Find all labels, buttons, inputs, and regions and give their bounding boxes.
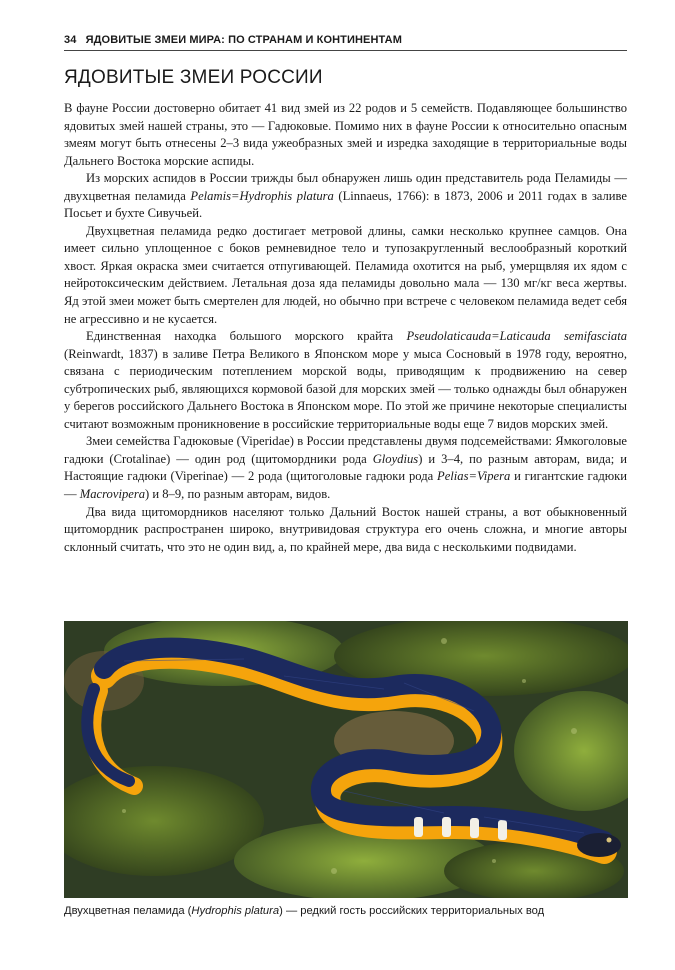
running-head-title: ЯДОВИТЫЕ ЗМЕИ МИРА: ПО СТРАНАМ И КОНТИНЕНТАМ: [85, 34, 402, 46]
section-title: ЯДОВИТЫЕ ЗМЕИ РОССИИ: [64, 67, 323, 88]
snake-illustration: [64, 621, 628, 898]
header-rule: [64, 50, 627, 51]
paragraph-5: Змеи семейства Гадюковые (Viperidae) в России представлены двумя подсемействами: Ямкоголовые гадюки (Crotalinae) — один род (щитомордники рода Gloydius) и 3–4, по разным авторам, вида; и Настоящие гадюки (Viperinae) — 2 рода (щитоголовые гадюки рода Pelias=Vipera и гигантские гадюки — Macrovipera) и 8–9, по разным авторам, видов.: [64, 434, 627, 502]
paragraph-3: Двухцветная пеламида редко достигает метровой длины, самки несколько крупнее самцов. Она имеет сильно уплощенное с боков ремневидное тело и тупозакругленный веслообразный короткий хвост. Яркая окраска змеи считается отпугивающей. Пеламида охотится на рыб, умерщвляя их ядом с нейротоксическим действием. Летальная доза яда пеламиды довольно мала — 130 мг/кг веса жертвы. Яд этой змеи может быть смертелен для людей, но обычно при встрече с человеком пеламида ведет себя не агрессивно и не кусается.: [64, 223, 627, 326]
species-name: Pseudolaticauda=Laticauda semifasciata: [406, 329, 627, 344]
running-head: [64, 34, 619, 46]
genus-name: Gloydius: [372, 451, 419, 466]
snake-photo: [64, 621, 628, 898]
species-name: Pelamis=Hydrophis platura: [190, 188, 334, 203]
paragraph-6: Два вида щитомордников населяют только Дальний Восток нашей страны, а вот обыкновенный щитомордник распространен широко, внутривидовая структура его очень сложна, и многие авторы склонный считать, что это не один вид, а, по крайней мере, два вида с несколькими подвидами.: [64, 504, 627, 554]
genus-name: Macrovipera: [79, 487, 146, 502]
article-body: [64, 100, 627, 556]
genus-name: Pelias=Vipera: [437, 469, 511, 484]
paragraph-1: В фауне России достоверно обитает 41 вид змей из 22 родов и 5 семейств. Подавляющее большинство ядовитых змей нашей страны, это — Гадюковые. Помимо них в фауне России к относительно опасным змеям могут быть отнесены 2–3 вида ужеобразных змей и изредка заходящие в территориальные воды Дальнего Востока морские аспиды.: [64, 101, 627, 168]
caption-species: Hydrophis platura: [191, 905, 280, 917]
figure-caption: Двухцветная пеламида (Hydrophis platura) — редкий гость российских территориальных вод: [64, 905, 545, 917]
paragraph-4: Единственная находка большого морского крайта Pseudolaticauda=Laticauda semifasciata (Reinwardt, 1837) в заливе Петра Великого в Японском море у мыса Сосновый в 1978 году, вероятно, связана с периодическим потеплением морской воды, приводящим к продвижению на север субтропических рыб, являющихся кормовой базой для морских змей — только однажды был обнаружен у берегов российского Дальнего Востока в Японском море. По этой же причине некоторые специалисты считают возможным проникновение в российские территориальные воды еще 7 видов морских змей.: [64, 329, 627, 431]
page-number: 34: [64, 34, 77, 46]
paragraph-2: Из морских аспидов в России трижды был обнаружен лишь один представитель рода Пеламиды — двухцветная пеламида Pelamis=Hydrophis platura (Linnaeus, 1766): в 1873, 2006 и 2011 годах в заливе Посьет и бухте Сивучьей.: [64, 171, 627, 221]
